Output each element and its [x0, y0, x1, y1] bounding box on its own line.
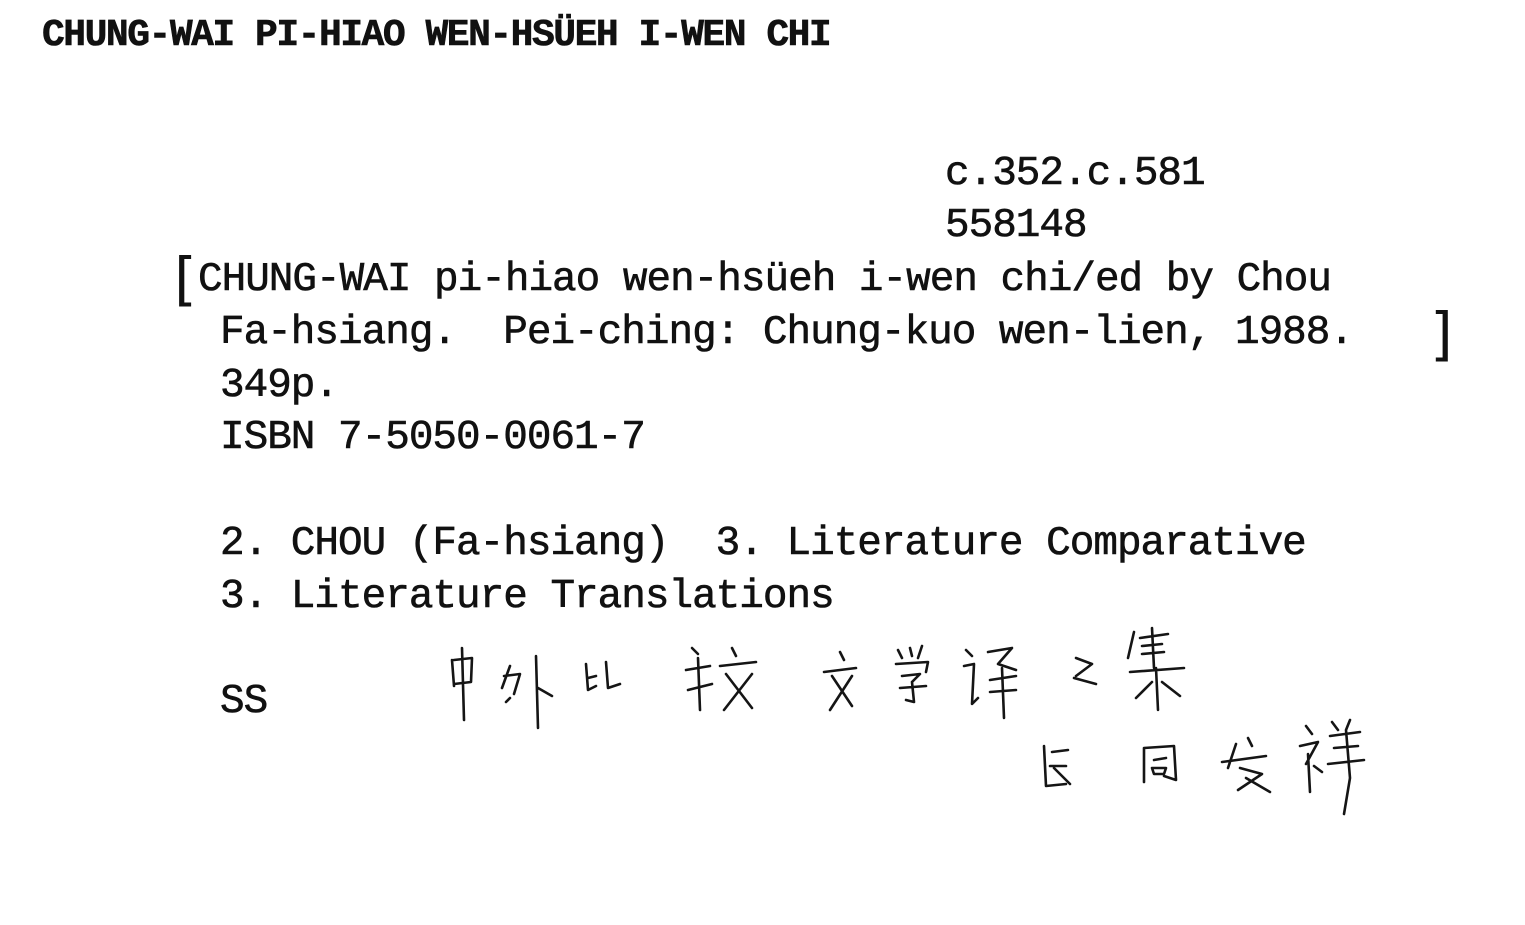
isbn: ISBN 7-5050-0061-7: [220, 415, 645, 461]
handwriting-drawing: [440, 618, 1390, 828]
pagination: 349p.: [220, 363, 339, 409]
closing-bracket: ]: [1426, 300, 1460, 368]
opening-bracket: [: [166, 245, 200, 313]
handwritten-chinese-note: [440, 618, 1390, 828]
entry-line-2: Fa-hsiang. Pei-ching: Chung-kuo wen-lien, 1988.: [220, 310, 1353, 356]
handwritten-editor: [1044, 720, 1364, 814]
card-heading: CHUNG-WAI PI-HIAO WEN-HSÜEH I-WEN CHI: [42, 14, 831, 57]
tracing-line-1: 2. CHOU (Fa-hsiang) 3. Literature Comparative: [220, 521, 1306, 567]
tracing-line-2: 3. Literature Translations: [220, 574, 834, 620]
accession-number: 558148: [945, 203, 1087, 249]
handwritten-title: [452, 628, 1184, 728]
code-ss: SS: [220, 679, 268, 725]
shelfmark: c.352.c.581: [945, 151, 1205, 197]
entry-line-1: CHUNG-WAI pi-hiao wen-hsüeh i-wen chi/ed by Chou: [198, 257, 1331, 303]
